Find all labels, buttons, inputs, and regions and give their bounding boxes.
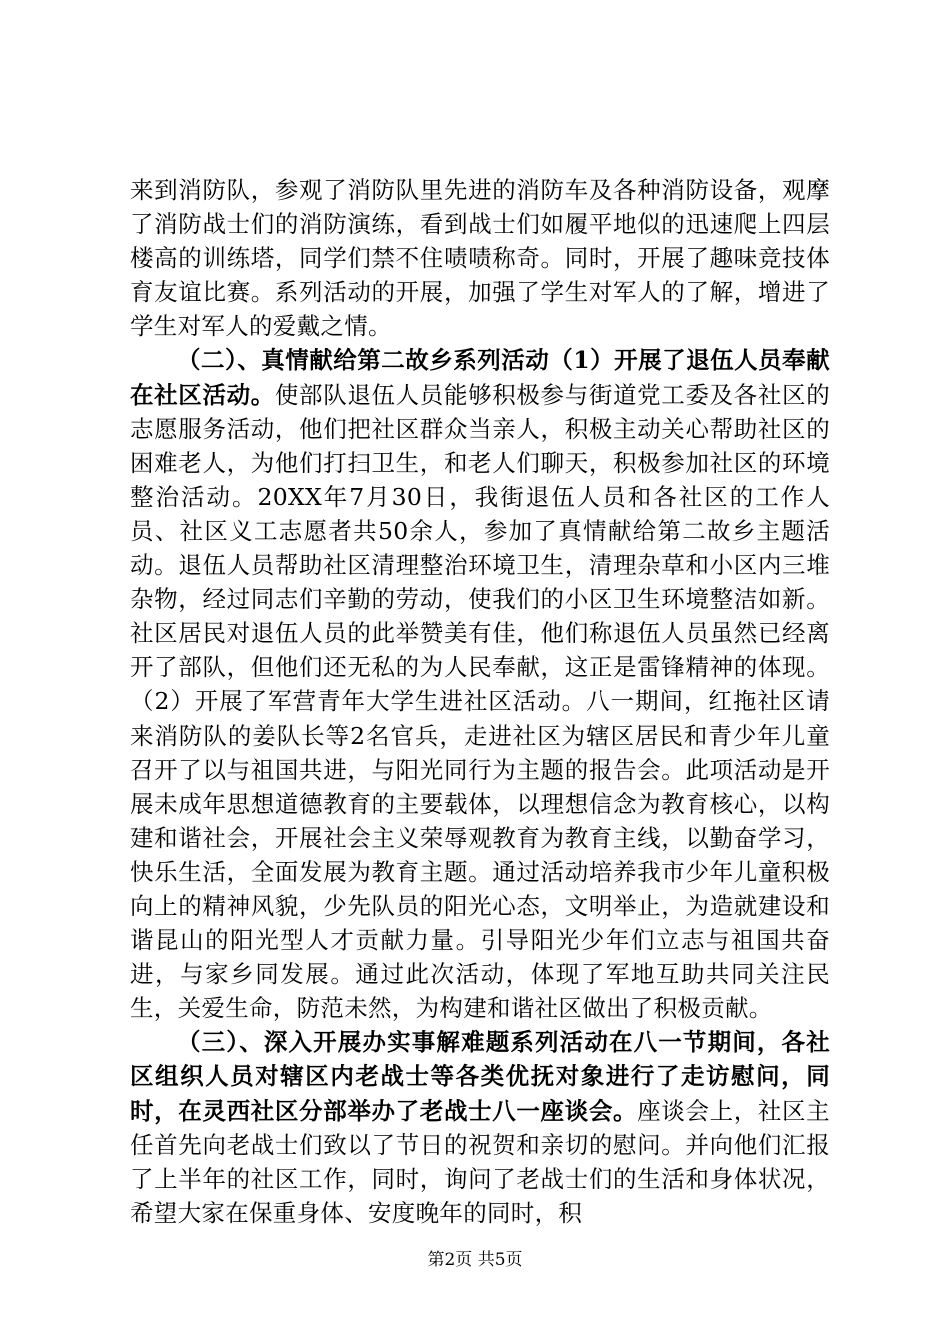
- paragraph-3-heading: （三）、深入开展办实事解难题系列活动在八一节期间，各社区组织人员对辖区内老战士等各类优抚对象进行了走访慰问，同时，在灵西社区分部举办了老战士八一座谈会。: [130, 1028, 830, 1125]
- paragraph-3: [130, 1025, 830, 1230]
- paragraph-3-text: 座谈会上，社区主任首先向老战士们致以了节日的祝贺和亲切的慰问。并向他们汇报了上半年的社区工作，同时，询问了老战士们的生活和身体状况，希望大家在保重身体、安度晚年的同时，积: [130, 1096, 830, 1227]
- paragraph-2-text: 使部队退伍人员能够积极参与街道党工委及各社区的志愿服务活动，他们把社区群众当亲人，积极主动关心帮助社区的困难老人，为他们打扫卫生，和老人们聊天，积极参加社区的环境整治活动。20XX年7月30日，我街退伍人员和各社区的工作人员、社区义工志愿者共50余人，参加了真情献给第二故乡主题活动。退伍人员帮助社区清理整治环境卫生，清理杂草和小区内三堆杂物，经过同志们辛勤的劳动，使我们的小区卫生环境整洁如新。社区居民对退伍人员的此举赞美有佳，他们称退伍人员虽然已经离开了部队，但他们还无私的为人民奉献，这正是雷锋精神的体现。（2）开展了军营青年大学生进社区活动。八一期间，红拖社区请来消防队的姜队长等2名官兵，走进社区为辖区居民和青少年儿童召开了以与祖国共进，与阳光同行为主题的报告会。此项活动是开展未成年思想道德教育的主要载体，以理想信念为教育核心，以构建和谐社会，开展社会主义荣辱观教育为教育主线，以勤奋学习，快乐生活，全面发展为教育主题。通过活动培养我市少年儿童积极向上的精神风貌，少先队员的阳光心态，文明举止，为造就建设和谐昆山的阳光型人才贡献力量。引导阳光少年们立志与祖国共奋进，与家乡同发展。通过此次活动，体现了军地互助共同关注民生，关爱生命，防范未然，为构建和谐社区做出了积极贡献。: [130, 380, 830, 1023]
- paragraph-1: [130, 173, 830, 343]
- paragraph-1-text: 来到消防队，参观了消防队里先进的消防车及各种消防设备，观摩了消防战士们的消防演练，看到战士们如履平地似的迅速爬上四层楼高的训练塔，同学们禁不住啧啧称奇。同时，开展了趣味竞技体育友谊比赛。系列活动的开展，加强了学生对军人的了解，增进了学生对军人的爱戴之情。: [130, 176, 830, 341]
- paragraph-2: [130, 343, 830, 1025]
- page-footer: 第2页 共5页: [427, 1250, 523, 1270]
- document-body: [130, 173, 830, 1230]
- paragraph-2-heading: （二）、真情献给第二故乡系列活动（1）开展了退伍人员奉献在社区活动。: [130, 346, 830, 409]
